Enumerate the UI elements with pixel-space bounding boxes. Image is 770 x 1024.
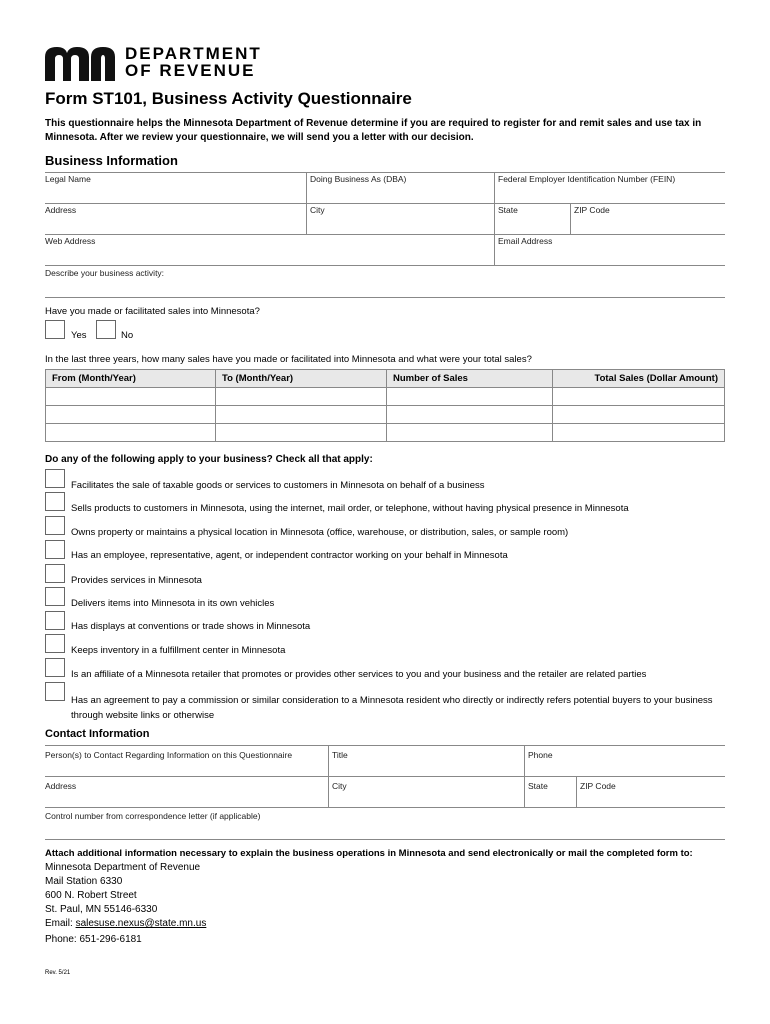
control-number-field[interactable] <box>45 822 725 838</box>
table-cell[interactable] <box>387 388 553 406</box>
web-address-label: Web Address <box>45 236 96 246</box>
email-address-field[interactable] <box>496 245 725 264</box>
contact-address-label: Address <box>45 781 77 791</box>
table-row <box>46 406 725 424</box>
department-logo <box>45 45 275 85</box>
table-cell[interactable] <box>387 424 553 442</box>
table-cell[interactable] <box>46 424 216 442</box>
address-label: Address <box>45 205 77 215</box>
contact-state-field[interactable] <box>526 792 575 807</box>
activity-label: Describe your business activity: <box>45 268 165 278</box>
mailing-phone: Phone: 651-296-6181 <box>45 934 142 945</box>
apply-checkbox-4[interactable] <box>45 540 65 559</box>
table-cell[interactable] <box>553 424 725 442</box>
col-to: To (Month/Year) <box>216 370 387 388</box>
col-from: From (Month/Year) <box>46 370 216 388</box>
apply-checkbox-9[interactable] <box>45 658 65 677</box>
contact-phone-label: Phone <box>528 750 553 760</box>
table-cell[interactable] <box>216 424 387 442</box>
apply-checkbox-10[interactable] <box>45 682 65 701</box>
apply-checkbox-8[interactable] <box>45 634 65 653</box>
contact-zip-field[interactable] <box>578 792 725 807</box>
contact-state-label: State <box>528 781 548 791</box>
contact-title-field[interactable] <box>330 761 523 776</box>
mailing-address <box>45 861 206 947</box>
apply-item-1: Facilitates the sale of taxable goods or services to customers in Minnesota on behalf of a business <box>71 480 485 491</box>
mailing-line-2: Mail Station 6330 <box>45 876 123 887</box>
table-cell[interactable] <box>216 388 387 406</box>
mn-logo-icon <box>45 47 125 81</box>
apply-checkbox-7[interactable] <box>45 611 65 630</box>
sales-history-table <box>45 369 725 442</box>
web-address-field[interactable] <box>45 245 493 264</box>
email-address-label: Email Address <box>498 236 553 246</box>
apply-item-2: Sells products to customers in Minnesota, using the internet, mail order, or telephone, without having physical presence in Minnesota <box>71 503 629 514</box>
col-total-sales: Total Sales (Dollar Amount) <box>553 370 725 388</box>
contact-phone-field[interactable] <box>526 761 725 776</box>
table-cell[interactable] <box>387 406 553 424</box>
city-field[interactable] <box>308 214 493 233</box>
control-number-label: Control number from correspondence letter (if applicable) <box>45 811 261 821</box>
table-cell[interactable] <box>553 388 725 406</box>
fein-label: Federal Employer Identification Number (FEIN) <box>498 174 676 184</box>
contact-zip-label: ZIP Code <box>580 781 616 791</box>
no-label: No <box>121 330 134 341</box>
col-number-of-sales: Number of Sales <box>387 370 553 388</box>
contact-city-field[interactable] <box>330 792 523 807</box>
fein-field[interactable] <box>496 183 725 202</box>
apply-title: Do any of the following apply to your business? Check all that apply: <box>45 454 373 465</box>
state-label: State <box>498 205 518 215</box>
contact-persons-label: Person(s) to Contact Regarding Information on this Questionnaire <box>45 750 293 760</box>
contact-city-label: City <box>332 781 347 791</box>
logo-line-2: OF REVENUE <box>125 61 256 80</box>
table-cell[interactable] <box>553 406 725 424</box>
sales-history-question: In the last three years, how many sales have you made or facilitated into Minnesota and what were your total sales? <box>45 354 532 365</box>
table-cell[interactable] <box>46 388 216 406</box>
yes-label: Yes <box>71 330 87 341</box>
sales-question: Have you made or facilitated sales into Minnesota? <box>45 306 260 317</box>
table-cell[interactable] <box>216 406 387 424</box>
apply-item-3: Owns property or maintains a physical location in Minnesota (office, warehouse, or distribution, sales, or sample room) <box>71 527 569 538</box>
apply-checkbox-5[interactable] <box>45 564 65 583</box>
apply-checkbox-6[interactable] <box>45 587 65 606</box>
apply-item-9: Is an affiliate of a Minnesota retailer that promotes or provides other services to you and your business and the retailer are related parties <box>71 669 647 680</box>
mailing-line-4: St. Paul, MN 55146-6330 <box>45 904 158 915</box>
zip-label: ZIP Code <box>574 205 610 215</box>
no-checkbox[interactable] <box>96 320 116 339</box>
city-label: City <box>310 205 325 215</box>
contact-title-label: Title <box>332 750 348 760</box>
contact-address-field[interactable] <box>45 792 327 807</box>
logo-text <box>125 45 262 79</box>
address-field[interactable] <box>45 214 305 233</box>
dba-label: Doing Business As (DBA) <box>310 174 407 184</box>
state-field[interactable] <box>496 214 569 233</box>
dba-field[interactable] <box>308 183 493 202</box>
form-title: Form ST101, Business Activity Questionnaire <box>45 89 412 108</box>
apply-checkbox-1[interactable] <box>45 469 65 488</box>
table-row <box>46 388 725 406</box>
intro-text: This questionnaire helps the Minnesota Department of Revenue determine if you are required to register for and remit sales and use tax in Minnesota. After we review your questionnaire, we will send you a letter with our decision. <box>45 118 702 143</box>
apply-item-8: Keeps inventory in a fulfillment center in Minnesota <box>71 645 286 656</box>
business-info-title: Business Information <box>45 153 178 168</box>
email-link[interactable]: salesuse.nexus@state.mn.us <box>75 918 207 929</box>
activity-field[interactable] <box>45 279 725 296</box>
table-row <box>46 424 725 442</box>
apply-item-4: Has an employee, representative, agent, or independent contractor working on your behalf in Minnesota <box>71 550 508 561</box>
apply-item-5: Provides services in Minnesota <box>71 575 202 586</box>
contact-persons-field[interactable] <box>45 761 327 776</box>
mailing-line-3: 600 N. Robert Street <box>45 890 137 901</box>
apply-item-10: Has an agreement to pay a commission or similar consideration to a Minnesota resident who directly or indirectly refers potential buyers to your business through website links or otherwise <box>71 695 713 721</box>
mailing-line-1: Minnesota Department of Revenue <box>45 862 201 873</box>
zip-field[interactable] <box>572 214 725 233</box>
legal-name-label: Legal Name <box>45 174 91 184</box>
mailing-email-row <box>45 917 206 931</box>
yes-checkbox[interactable] <box>45 320 65 339</box>
apply-checkbox-3[interactable] <box>45 516 65 535</box>
apply-checkbox-2[interactable] <box>45 492 65 511</box>
apply-item-6: Delivers items into Minnesota in its own vehicles <box>71 598 275 609</box>
logo-line-1: DEPARTMENT <box>125 44 262 63</box>
revision-label: Rev. 5/21 <box>45 970 71 976</box>
table-header-row <box>46 370 725 388</box>
contact-info-title: Contact Information <box>45 728 150 740</box>
apply-item-7: Has displays at conventions or trade shows in Minnesota <box>71 621 311 632</box>
legal-name-field[interactable] <box>45 183 305 202</box>
attach-instructions: Attach additional information necessary to explain the business operations in Minnesota and send electronically or mail the completed form to: <box>45 848 693 859</box>
email-label: Email: <box>45 918 76 929</box>
table-cell[interactable] <box>46 406 216 424</box>
